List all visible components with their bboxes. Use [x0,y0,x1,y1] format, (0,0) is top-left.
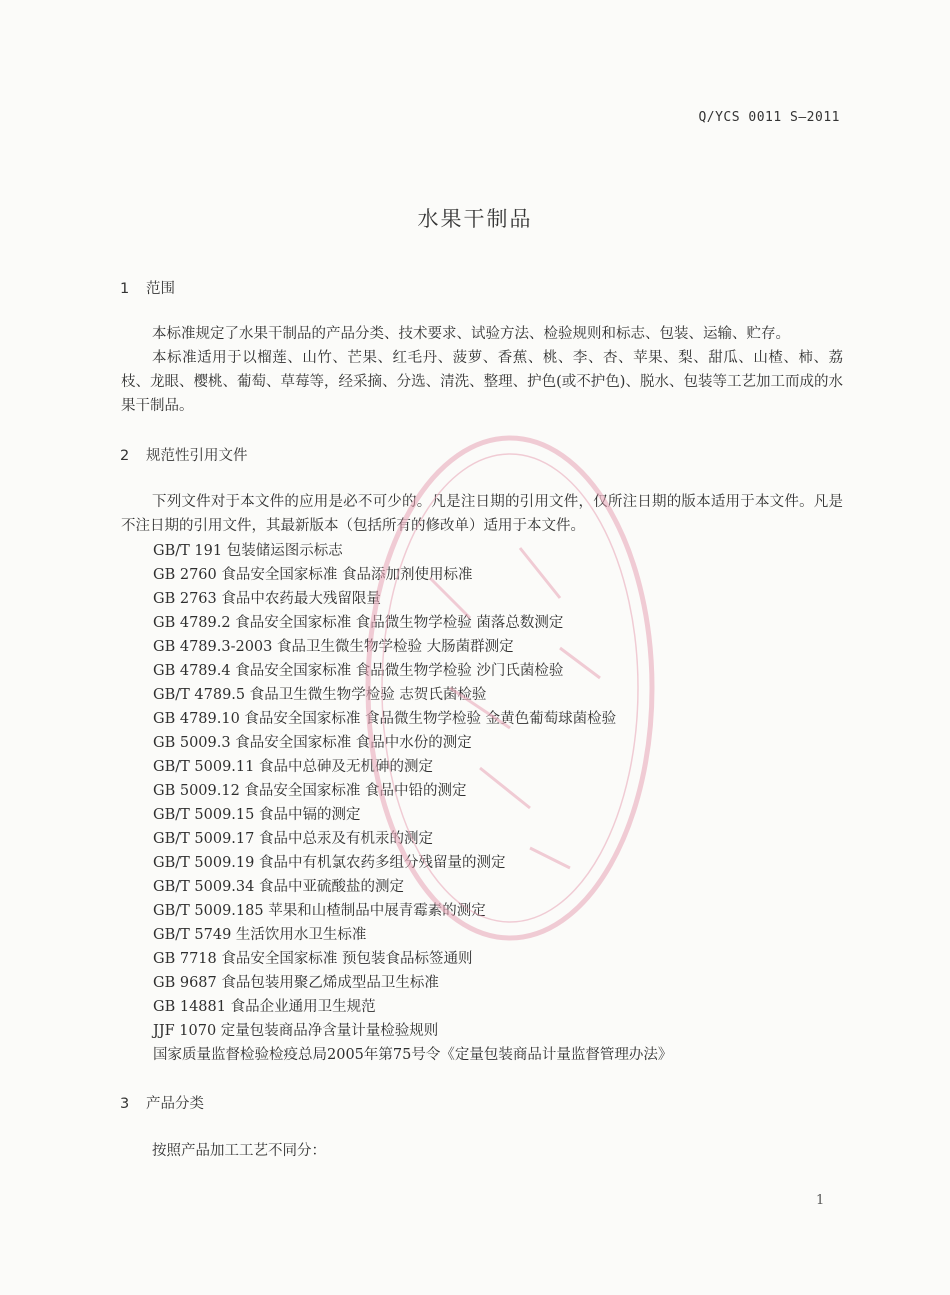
reference-item: GB 5009.3 食品安全国家标准 食品中水份的测定 [153,735,472,751]
section-heading-references [120,444,248,465]
reference-item: GB 4789.3-2003 食品卫生微生物学检验 大肠菌群测定 [153,639,514,655]
reference-item: GB 4789.4 食品安全国家标准 食品微生物学检验 沙门氏菌检验 [153,663,564,679]
reference-item: GB/T 5009.19 食品中有机氯农药多组分残留量的测定 [153,855,506,871]
reference-item: GB 2763 食品中农药最大残留限量 [153,591,381,607]
paragraph: 按照产品加工工艺不同分： [152,1143,326,1159]
official-seal-stamp [360,428,660,948]
reference-item: JJF 1070 定量包装商品净含量计量检验规则 [153,1023,439,1039]
section-number: 3 [120,1096,130,1112]
reference-item: GB 7718 食品安全国家标准 预包装食品标签通则 [153,951,473,967]
reference-item: GB 9687 食品包装用聚乙烯成型品卫生标准 [153,975,439,991]
page-number: 1 [816,1193,825,1208]
section-number: 1 [120,281,130,297]
reference-item: GB/T 5009.11 食品中总砷及无机砷的测定 [153,759,433,775]
reference-item: GB/T 5009.17 食品中总汞及有机汞的测定 [153,831,433,847]
document-title: 水果干制品 [417,207,533,231]
section-title: 规范性引用文件 [146,448,248,464]
reference-item: GB 4789.2 食品安全国家标准 食品微生物学检验 菌落总数测定 [153,615,564,631]
paragraph: 本标准适用于以榴莲、山竹、芒果、红毛丹、菠萝、香蕉、桃、李、杏、苹果、梨、甜瓜、山楂、柿、荔枝、龙眼、樱桃、葡萄、草莓等，经采摘、分选、清洗、整理、护色(或不护色)、脱水、包装等工艺加工而成的水果干制品。 [121,350,843,414]
section-title: 产品分类 [146,1096,204,1112]
section-heading-scope [120,277,175,298]
paragraph: 本标准规定了水果干制品的产品分类、技术要求、试验方法、检验规则和标志、包装、运输、贮存。 [152,326,790,342]
reference-item: GB/T 5009.34 食品中亚硫酸盐的测定 [153,879,404,895]
reference-item: GB 5009.12 食品安全国家标准 食品中铅的测定 [153,783,467,799]
reference-item: GB/T 5009.15 食品中镉的测定 [153,807,361,823]
reference-item: GB 14881 食品企业通用卫生规范 [153,999,376,1015]
reference-item: GB 4789.10 食品安全国家标准 食品微生物学检验 金黄色葡萄球菌检验 [153,711,617,727]
section-title: 范围 [146,281,175,297]
document-code: Q/YCS 0011 S—2011 [698,110,840,125]
reference-item: GB/T 191 包装储运图示标志 [153,543,343,559]
reference-item: GB 2760 食品安全国家标准 食品添加剂使用标准 [153,567,473,583]
reference-item: GB/T 5749 生活饮用水卫生标准 [153,927,367,943]
reference-item: 国家质量监督检验检疫总局2005年第75号令《定量包装商品计量监督管理办法》 [153,1047,673,1063]
reference-item: GB/T 5009.185 苹果和山楂制品中展青霉素的测定 [153,903,486,919]
section-number: 2 [120,448,130,464]
section-heading-classification [120,1092,204,1113]
reference-item: GB/T 4789.5 食品卫生微生物学检验 志贺氏菌检验 [153,687,487,703]
paragraph: 下列文件对于本文件的应用是必不可少的。凡是注日期的引用文件，仅所注日期的版本适用于本文件。凡是不注日期的引用文件，其最新版本（包括所有的修改单）适用于本文件。 [121,494,843,534]
